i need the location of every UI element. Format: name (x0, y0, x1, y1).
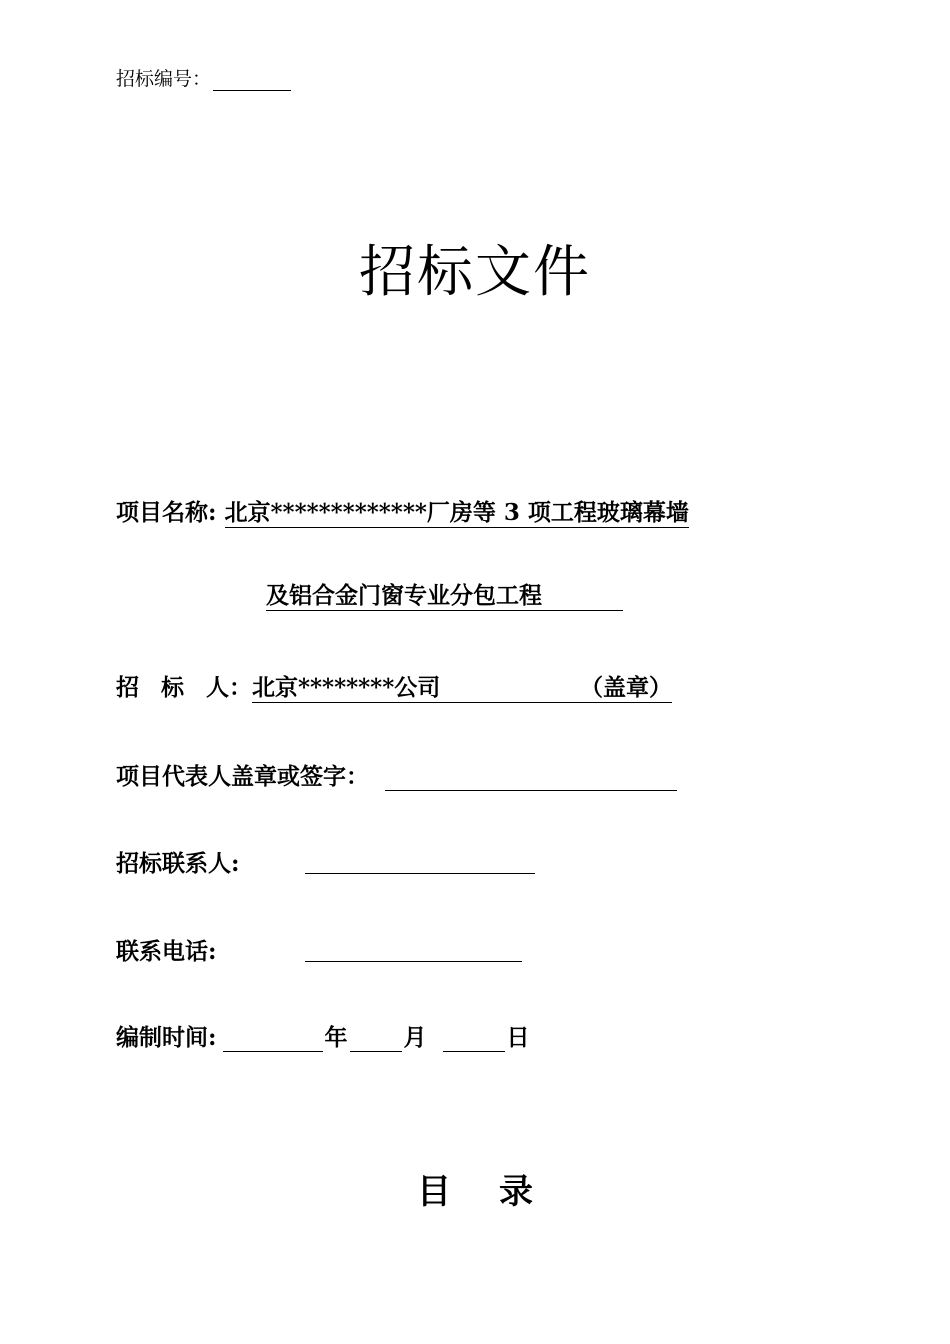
tenderer-label-char-3: 人： (206, 674, 252, 701)
date-day-line[interactable] (443, 1025, 505, 1052)
tenderer-value-line (252, 674, 672, 703)
tenderer-label (116, 669, 252, 702)
phone-line[interactable] (305, 961, 522, 962)
representative-signature-line[interactable] (385, 764, 677, 791)
document-title: 招标文件 (359, 240, 591, 305)
date-month-line[interactable] (350, 1025, 402, 1052)
date-month-unit: 月 (403, 1024, 427, 1051)
date-year-line[interactable] (223, 1025, 323, 1052)
project-name-label: 项目名称: (116, 499, 217, 526)
tenderer-row (116, 669, 672, 703)
date-year-unit: 年 (324, 1024, 348, 1051)
contact-line[interactable] (305, 873, 535, 874)
phone-label: 联系电话: (116, 938, 217, 965)
project-name-value-line1: 北京*************厂房等 3 项工程玻璃幕墙 (224, 499, 689, 526)
project-name-value-line2: 及铝合金门窗专业分包工程 (266, 582, 623, 611)
tenderer-label-char-2: 标 (161, 674, 184, 701)
toc-char-2: 录 (499, 1172, 533, 1212)
project-name-row (116, 494, 689, 528)
contact-label: 招标联系人: (116, 850, 240, 877)
date-day-unit: 日 (506, 1024, 530, 1051)
representative-label: 项目代表人盖章或签字： (116, 763, 369, 790)
table-of-contents-heading (0, 1164, 950, 1213)
tender-number-blank[interactable] (213, 70, 291, 91)
phone-row (116, 933, 217, 966)
project-name-row-2 (266, 582, 623, 611)
date-row (116, 1019, 530, 1052)
tenderer-label-char-1: 招 (116, 674, 139, 701)
tenderer-stamp: （盖章） (580, 674, 672, 701)
tenderer-value: 北京********公司 (252, 674, 441, 701)
contact-row (116, 845, 240, 878)
tender-number-label: 招标编号： (116, 68, 212, 90)
toc-char-1: 目 (417, 1172, 451, 1212)
representative-row (116, 758, 677, 791)
date-label: 编制时间: (116, 1024, 217, 1051)
tender-number-row (116, 64, 291, 91)
